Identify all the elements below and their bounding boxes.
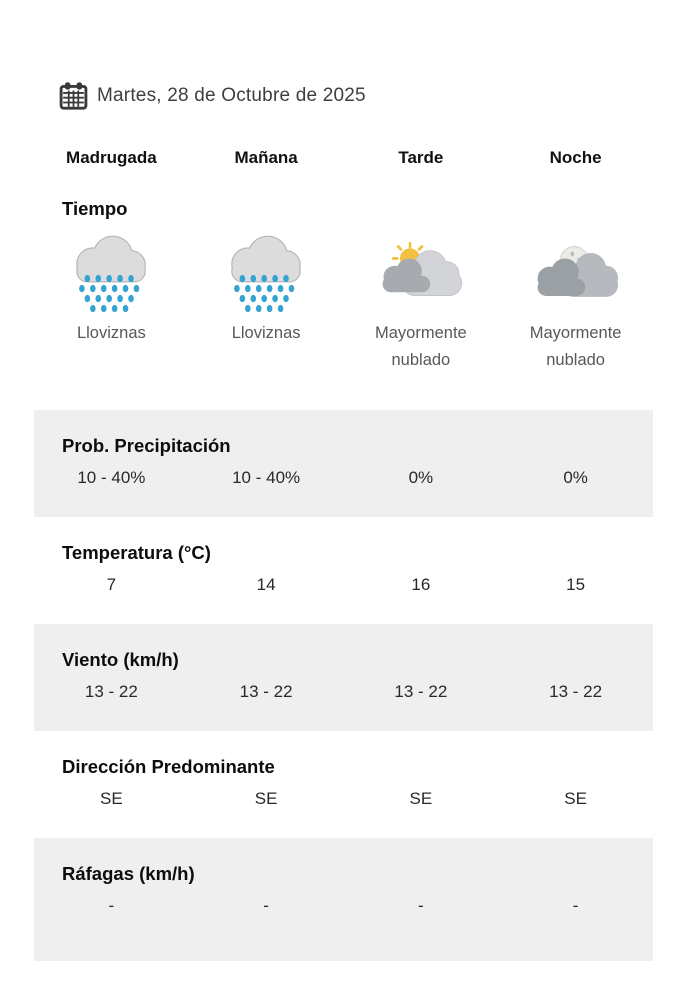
date-header (58, 80, 653, 112)
value-cell: 13 - 22 (549, 682, 603, 701)
value-cell: 13 - 22 (394, 682, 448, 701)
row-label: Viento (km/h) (62, 649, 179, 670)
value-cell: - (572, 896, 579, 915)
mostly-cloudy-day-icon (375, 232, 467, 316)
value-cell: 0% (563, 468, 588, 487)
column-header-madrugada: Madrugada (66, 148, 157, 167)
mostly-cloudy-night-icon (530, 232, 622, 316)
row-prob-precipitacion (34, 410, 653, 517)
tiempo-cell-madrugada (34, 232, 189, 376)
value-cell: SE (254, 789, 278, 808)
tiempo-cells-row (34, 232, 653, 376)
value-cell: - (263, 896, 269, 915)
tiempo-cell-manana (189, 232, 344, 376)
tiempo-section (34, 198, 653, 376)
column-header-tarde: Tarde (398, 148, 444, 167)
date-label: Martes, 28 de Octubre de 2025 (97, 85, 366, 106)
value-cell: SE (409, 789, 433, 808)
drizzle-icon (222, 232, 310, 316)
tiempo-cell-noche (498, 232, 653, 376)
value-cell: 10 - 40% (232, 468, 301, 487)
tiempo-cell-tarde (344, 232, 499, 376)
forecast-table (0, 410, 687, 961)
condition-label: Mayormente nublado (529, 324, 622, 370)
value-cell: 13 - 22 (84, 682, 138, 701)
value-cell: SE (100, 789, 123, 808)
column-header-noche: Noche (549, 148, 602, 167)
value-cell: 16 (411, 575, 431, 594)
calendar-icon (58, 81, 89, 112)
value-cell: 15 (566, 575, 586, 594)
row-label: Prob. Precipitación (62, 435, 231, 456)
condition-label: Lloviznas (231, 324, 301, 342)
condition-label: Mayormente nublado (375, 324, 467, 370)
row-label: Temperatura (°C) (62, 542, 211, 563)
row-direccion-predominante (34, 731, 653, 838)
row-rafagas (34, 838, 653, 961)
value-cell: SE (564, 789, 587, 808)
condition-label: Lloviznas (76, 324, 146, 342)
value-cell: 10 - 40% (77, 468, 146, 487)
value-cell: - (108, 896, 115, 915)
value-cell: - (418, 896, 424, 915)
column-header-row (34, 148, 653, 168)
value-cell: 14 (256, 575, 276, 594)
row-label: Ráfagas (km/h) (62, 863, 195, 884)
value-cell: 13 - 22 (239, 682, 293, 701)
row-viento (34, 624, 653, 731)
tiempo-row-label: Tiempo (62, 198, 128, 219)
row-temperatura (34, 517, 653, 624)
row-label: Dirección Predominante (62, 756, 275, 777)
column-header-manana: Mañana (234, 148, 298, 167)
value-cell: 7 (106, 575, 117, 594)
drizzle-icon (67, 232, 155, 316)
value-cell: 0% (408, 468, 434, 487)
